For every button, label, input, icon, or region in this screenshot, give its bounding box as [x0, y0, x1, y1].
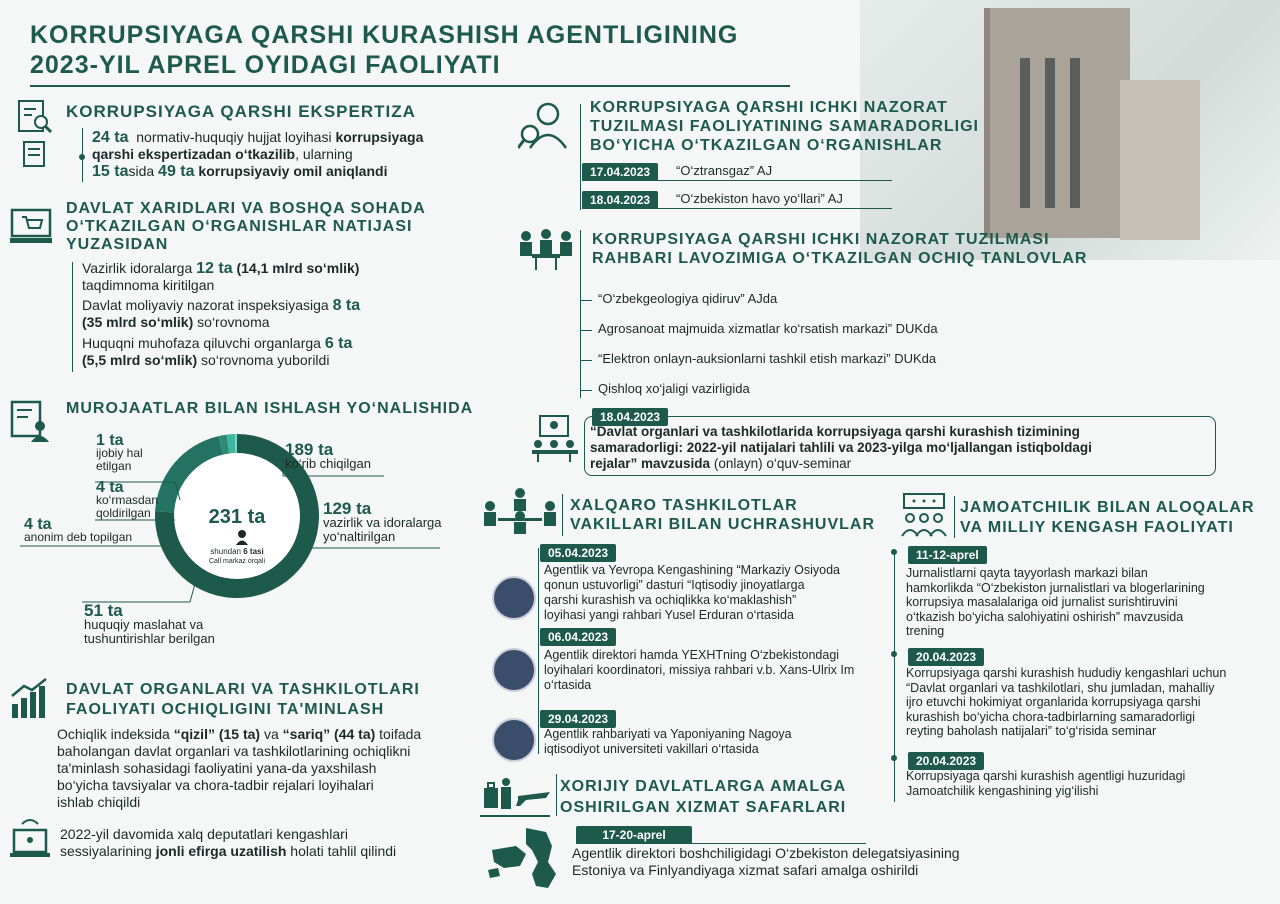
title-divider	[30, 85, 790, 87]
jamoat-date-2: 20.04.2023	[908, 648, 984, 666]
avatar-erduran	[492, 576, 536, 620]
label-qoldirilgan: 4 ta ko‘rmasdan qoldirilgan	[96, 479, 159, 520]
ichki-line	[580, 104, 581, 210]
building-tower	[984, 8, 1130, 238]
expertiza-bullet	[79, 154, 85, 160]
xaridlar-line	[72, 262, 73, 372]
tanlov-heading: KORRUPSIYAGA QARSHI ICHKI NAZORAT TUZILMASI RAHBARI LAVOZIMIGA O‘TKAZILGAN OCHIQ TANLOVLAR	[592, 231, 1088, 267]
tanlov-item-3: “Elektron onlayn-auksionlarni tashkil etish markazi” DUKda	[598, 351, 937, 366]
xaridlar-heading: DAVLAT XARIDLARI VA BOSHQA SOHADA O‘TKAZILGAN O‘RGANISHLAR NATIJASI YUZASIDAN	[66, 200, 426, 253]
xalqaro-date-2: 06.04.2023	[540, 628, 616, 646]
jamoat-date-3: 20.04.2023	[908, 752, 984, 770]
jamoat-date-1: 11-12-aprel	[908, 546, 987, 564]
ichki-date-2: 18.04.2023	[582, 191, 658, 209]
broadcast-laptop-icon	[8, 816, 52, 860]
public-relations-icon	[900, 492, 950, 538]
tanlov-item-2: Agrosanoat majmuida xizmatlar ko‘rsatish markazi” DUKda	[598, 321, 938, 336]
tanlov-line	[580, 230, 581, 398]
label-anonim: 4 ta anonim deb topilgan	[24, 516, 133, 544]
estonia-finland-map-icon	[486, 826, 572, 892]
meeting-icon	[516, 228, 576, 272]
label-maslahat: 51 ta huquqiy maslahat va tushuntirishlar berilgan	[84, 601, 215, 646]
international-meeting-icon	[482, 486, 558, 536]
person-search-icon	[518, 98, 574, 152]
ochiqlik-text: Ochiqlik indeksida “qizil” (15 ta) va “sariq” (44 ta) toifada baholangan davlat organlari va tashkilotlarining ochiqlikni ta'minlash sohasidagi faoliyatini yana-da yaxshilash bo‘yicha tavsiyalar va chora-tadbir rejalari loyihalari ishlab chiqildi	[57, 726, 422, 810]
label-korib: 189 ta ko‘rib chiqilgan	[285, 440, 371, 471]
ichki-heading: KORRUPSIYAGA QARSHI ICHKI NAZORAT TUZILMASI FAOLIYATINING SAMARADORLIGI BO‘YICHA O‘TKAZILGAN O‘RGANISHLAR	[590, 99, 979, 154]
donut-total: 231 ta	[208, 506, 266, 528]
expertiza-heading: KORRUPSIYAGA QARSHI EKSPERTIZA	[66, 102, 416, 121]
jamoat-heading: JAMOATCHILIK BILAN ALOQALAR VA MILLIY KENGASH FAOLIYATI	[960, 499, 1255, 536]
xorij-date: 17-20-aprel	[576, 826, 692, 844]
xorij-text: Agentlik direktori boshchiligidagi O‘zbekiston delegatsiyasining Estoniya va Finlyandiyaga xizmat safari amalga oshirildi	[572, 845, 960, 878]
travel-plane-icon	[480, 774, 552, 820]
murojaat-donut-chart	[0, 430, 500, 660]
avatar-nagoya	[492, 718, 536, 762]
xaridlar-item-2: Davlat moliyaviy nazorat inspeksiyasiga 8 ta (35 mlrd so‘mlik) so‘rovnoma	[82, 297, 361, 330]
xaridlar-item-1: Vazirlik idoralarga 12 ta (14,1 mlrd so‘mlik) taqdimnoma kiritilgan	[82, 260, 360, 293]
xaridlar-item-3: Huquqni muhofaza qiluvchi organlarga 6 ta (5,5 mlrd so‘mlik) so‘rovnoma yuborildi	[82, 335, 353, 368]
ochiqlik-heading: DAVLAT ORGANLARI VA TASHKILOTLARI FAOLIYATI OCHIQLIGINI TA'MINLASH	[66, 681, 420, 718]
computer-cart-icon	[10, 208, 54, 248]
jamoat-line	[894, 550, 895, 802]
xalqaro-meeting-2: Agentlik direktori hamda YEXHTning O‘zbekistondagi loyihalari koordinatori, missiya rahbari v.b. Xans-Ulrix Im o‘rtasida	[544, 648, 855, 692]
donut-sub2: Call markaz orqali	[208, 558, 266, 565]
ichki-entry-2: “O‘zbekiston havo yo‘llari” AJ	[676, 191, 843, 206]
xalqaro-meeting-1: Agentlik va Yevropa Kengashining “Markaziy Osiyoda qonun ustuvorligi” dasturi “Iqtisodiy jinoyatlarga qarshi kurashish va ochiqlikka ko‘maklashish” loyihasi yangi rahbari Yusel Erduran o‘rtasida	[544, 563, 841, 622]
murojaat-heading: MUROJAATLAR BILAN ISHLASH YO‘NALISHIDA	[66, 400, 474, 417]
tanlov-item-4: Qishloq xo‘jaligi vazirligida	[598, 381, 750, 396]
document-search-icon	[16, 98, 56, 172]
page-title: KORRUPSIYAGA QARSHI KURASHISH AGENTLIGINING 2023-YIL APREL OYIDAGI FAOLIYATI	[30, 21, 739, 79]
tanlov-item-1: “O‘zbekgeologiya qidiruv” AJda	[598, 291, 778, 306]
person-icon	[238, 530, 246, 538]
ichki-entry-1: “O‘ztransgaz” AJ	[676, 163, 773, 178]
seminar-date: 18.04.2023	[592, 408, 668, 426]
xalqaro-heading: XALQARO TASHKILOTLAR VAKILLARI BILAN UCHRASHUVLAR	[570, 497, 876, 533]
seminar-text: “Davlat organlari va tashkilotlarida korrupsiyaga qarshi kurashish tizimining samaradorligi: 2022-yil natijalari tahlili va 2023-yilga mo‘ljallangan istiqboldagi rejalar” mavzusida (onlayn) o‘quv-seminar	[590, 424, 1092, 471]
xalqaro-date-1: 05.04.2023	[540, 544, 616, 562]
jamoat-event-2: Korrupsiyaga qarshi kurashish hududiy kengashlari uchun “Davlat organlari va tashkilotlari, shu jumladan, mahalliy ijro etuvchi hokimiyat organlarida korrupsiyaga qarshi kurashish bo‘yicha chora-tadbirlarning samaradorligi reyting baholash natijalari” to‘g‘risida seminar	[906, 666, 1227, 738]
avatar-im	[492, 648, 536, 692]
jamoat-event-3: Korrupsiyaga qarshi kurashish agentligi huzuridagi Jamoatchilik kengashining yig‘ilishi	[906, 769, 1186, 798]
expertiza-text: 24 ta normativ-huquqiy hujjat loyihasi korrupsiyaga qarshi ekspertizadan o‘tkazilib, ularning 15 tasida 49 ta korrupsiyaviy omil aniqlandi	[92, 129, 424, 180]
bar-chart-growth-icon	[10, 678, 50, 720]
video-seminar-icon	[530, 414, 580, 462]
building-wing	[1120, 80, 1200, 240]
xalqaro-line	[538, 548, 539, 754]
jamoat-event-1: Jurnalistlarni qayta tayyorlash markazi bilan hamkorlikda “O‘zbekiston jurnalistlari va blogerlarining korrupsiya masalalariga oid jurnalist surishtiruvini o‘tkazish bo‘yicha salohiyatini oshirish” mavzusida trening	[906, 566, 1205, 638]
xorij-heading: XORIJIY DAVLATLARGA AMALGA OSHIRILGAN XIZMAT SAFARLARI	[560, 778, 847, 816]
ichki-date-1: 17.04.2023	[582, 163, 658, 181]
xalqaro-meeting-3: Agentlik rahbariyati va Yaponiyaning Nagoya iqtisodiyot universiteti vakillari o‘rtasida	[544, 727, 792, 756]
label-ijobiy: 1 ta ijobiy hal etilgan	[96, 432, 143, 473]
efir-text: 2022-yil davomida xalq deputatlari kengashlari sessiyalarining jonli efirga uzatilish holati tahlil qilindi	[60, 826, 397, 859]
label-yonaltirilgan: 129 ta vazirlik va idoralarga yo‘naltirilgan	[323, 499, 442, 544]
xalqaro-date-3: 29.04.2023	[540, 710, 616, 728]
donut-sub1: shundan 6 tasi	[210, 547, 264, 556]
